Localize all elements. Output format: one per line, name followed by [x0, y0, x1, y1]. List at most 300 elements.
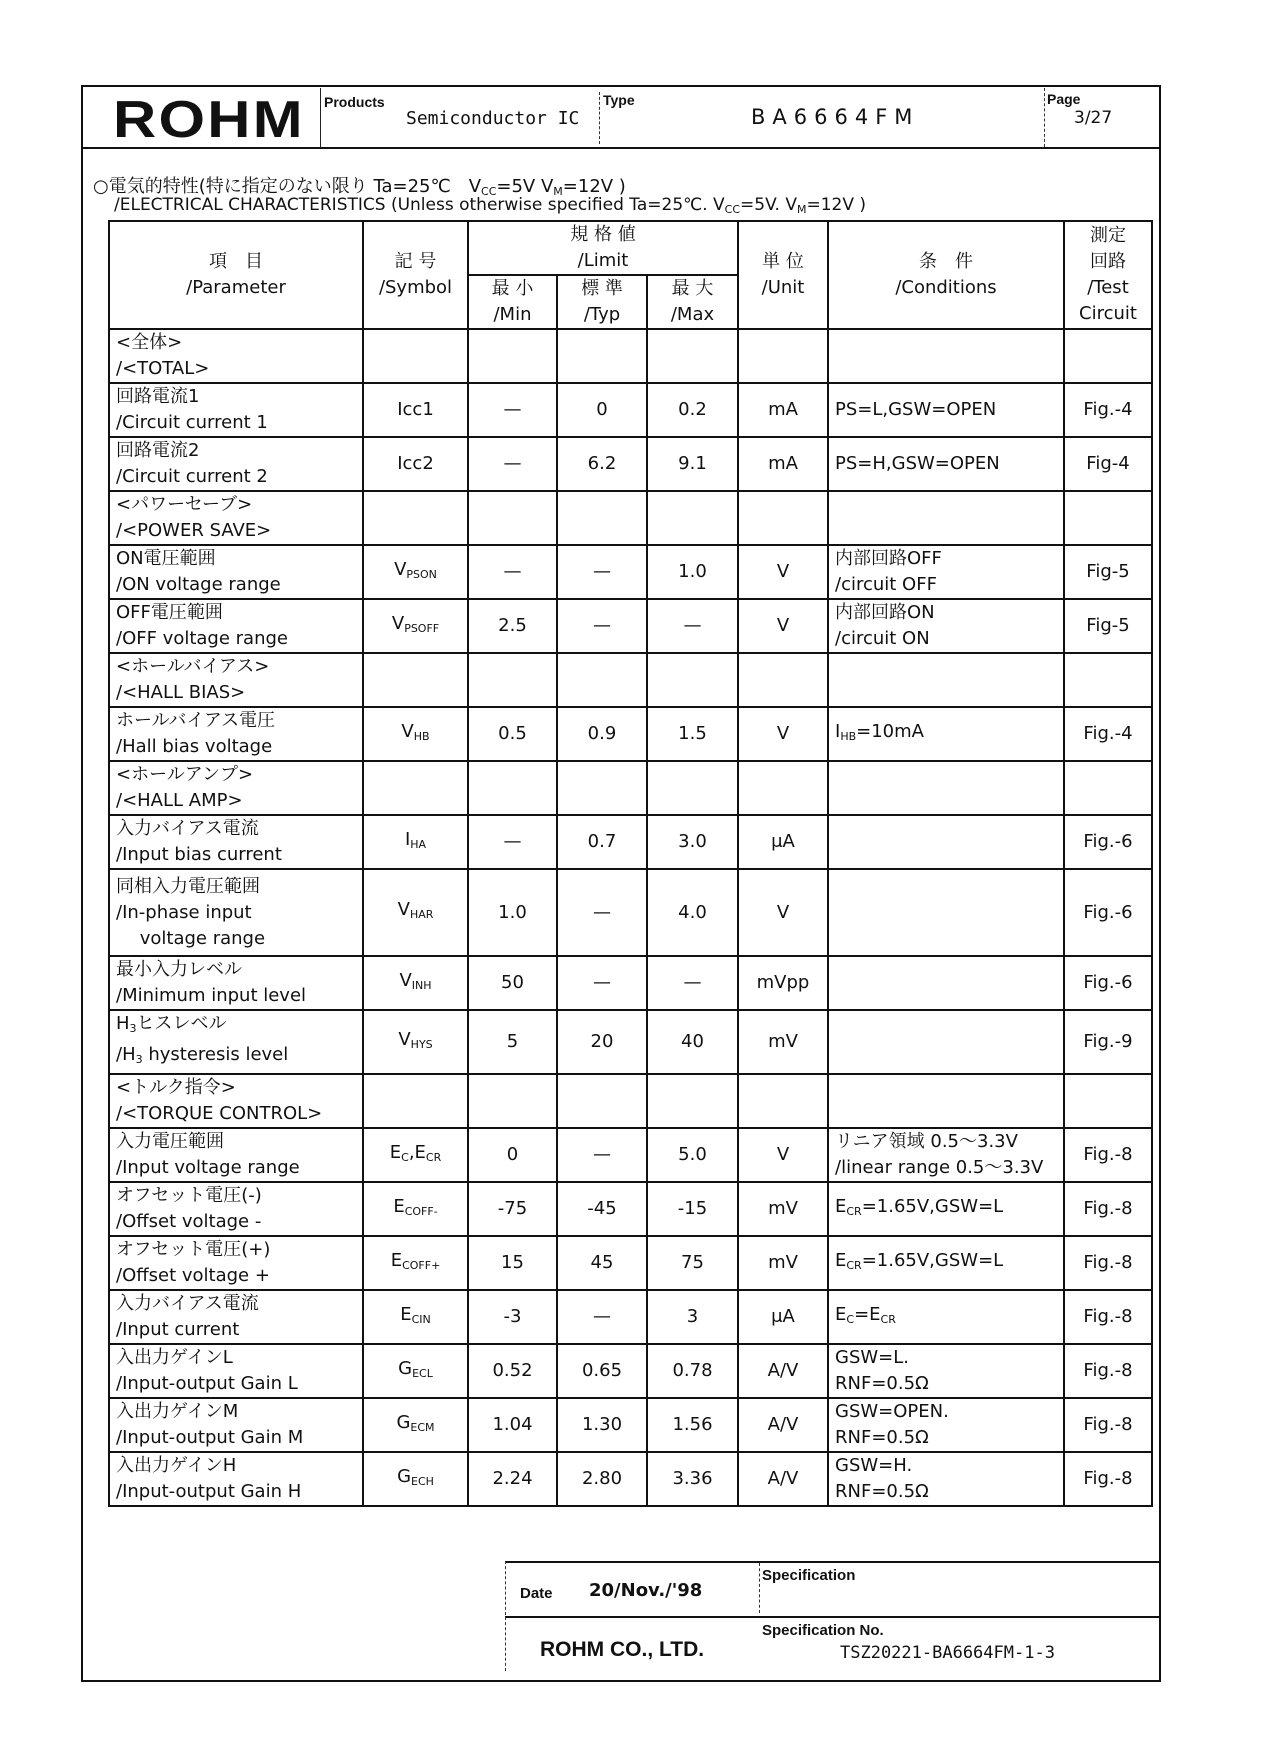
min-cell — [468, 653, 557, 707]
parameter-cell — [109, 437, 363, 491]
text-line — [835, 572, 1057, 598]
text-segment: 最小入力レベル — [116, 959, 242, 980]
text-segment: GSW=L. — [835, 1347, 910, 1368]
max-cell: 75 — [647, 1236, 738, 1290]
page-number: 3/27 — [1074, 108, 1113, 128]
conditions-cell — [828, 1236, 1064, 1290]
test-circuit-cell: Fig-4 — [1064, 437, 1152, 491]
section-row — [109, 761, 1152, 815]
text-segment: <全体> — [116, 332, 183, 353]
test-circuit-cell: Fig.-8 — [1064, 1452, 1152, 1506]
min-cell — [468, 1074, 557, 1128]
text-segment: =1.65V,GSW=L — [861, 1249, 1004, 1271]
text-segment: RNF=0.5Ω — [835, 1373, 929, 1394]
text-line — [116, 1263, 356, 1289]
test-circuit-cell: Fig-5 — [1064, 545, 1152, 599]
text-line — [116, 1155, 356, 1181]
text-segment: E — [390, 1249, 403, 1271]
symbol-cell — [363, 815, 468, 869]
min-cell: 2.5 — [468, 599, 557, 653]
rohm-logo: ROHM — [113, 91, 305, 149]
text-line — [835, 600, 1057, 626]
text-line — [116, 708, 356, 734]
typ-cell: — — [557, 599, 647, 653]
products-label: Products — [324, 94, 385, 110]
table-row — [109, 869, 1152, 956]
table-row — [109, 545, 1152, 599]
symbol-cell — [363, 1128, 468, 1182]
section-row — [109, 491, 1152, 545]
min-cell: — — [468, 815, 557, 869]
unit-cell: mVpp — [738, 956, 828, 1010]
text-segment: 同相入力電圧範囲 — [116, 875, 260, 897]
section-row — [109, 329, 1152, 383]
text-segment: <ホールバイアス> — [116, 656, 270, 677]
typ-cell: — — [557, 956, 647, 1010]
min-cell: 1.0 — [468, 869, 557, 956]
text-segment: HB — [413, 729, 430, 743]
min-cell: 1.04 — [468, 1398, 557, 1452]
header-conditions: 条 件 /Conditions — [828, 221, 1064, 329]
specification-label: Specification — [762, 1567, 856, 1584]
text-line — [835, 546, 1057, 572]
parameter-cell — [109, 956, 363, 1010]
text-line — [835, 1129, 1057, 1155]
table-row — [109, 1344, 1152, 1398]
electrical-characteristics-table — [108, 220, 1153, 1507]
max-cell — [647, 329, 738, 383]
text-segment: <パワーセーブ> — [116, 494, 253, 515]
min-cell: — — [468, 383, 557, 437]
min-cell: -75 — [468, 1182, 557, 1236]
text-segment: /Circuit current 1 — [116, 412, 268, 433]
text-segment: I — [404, 828, 411, 850]
text-segment: /circuit OFF — [835, 574, 937, 595]
page-label: Page — [1047, 91, 1081, 107]
text-segment: CR — [846, 1204, 862, 1218]
text-segment: ホールバイアス電圧 — [116, 710, 276, 731]
min-cell: 15 — [468, 1236, 557, 1290]
parameter-cell — [109, 1074, 363, 1128]
header-typ: 標 準 /Typ — [557, 275, 647, 329]
conditions-cell — [828, 1074, 1064, 1128]
test-circuit-cell — [1064, 653, 1152, 707]
unit-cell: A/V — [738, 1344, 828, 1398]
unit-cell: V — [738, 1128, 828, 1182]
typ-cell: 2.80 — [557, 1452, 647, 1506]
text-segment: 3 — [135, 1053, 143, 1066]
text-segment: ,E — [408, 1141, 426, 1163]
text-segment: 入力バイアス電流 — [116, 1293, 259, 1314]
text-segment: 入出力ゲインH — [116, 1455, 237, 1476]
typ-cell: 0.9 — [557, 707, 647, 761]
text-segment: INH — [411, 978, 432, 992]
company-name: ROHM CO., LTD. — [540, 1638, 705, 1661]
typ-cell: — — [557, 1128, 647, 1182]
text-segment: H — [116, 1013, 130, 1034]
max-cell — [647, 491, 738, 545]
text-segment: PS=H,GSW=OPEN — [835, 453, 1000, 474]
typ-cell: 0 — [557, 383, 647, 437]
table-row — [109, 956, 1152, 1010]
max-cell — [647, 1074, 738, 1128]
test-circuit-cell: Fig.-8 — [1064, 1344, 1152, 1398]
symbol-cell — [363, 1182, 468, 1236]
text-segment: ECL — [412, 1366, 433, 1380]
text-line — [835, 1248, 1057, 1279]
unit-cell: mV — [738, 1236, 828, 1290]
text-line — [835, 626, 1057, 652]
conditions-cell — [828, 1398, 1064, 1452]
min-cell: — — [468, 545, 557, 599]
max-cell: 3.0 — [647, 815, 738, 869]
text-line — [116, 983, 356, 1009]
text-line — [116, 1129, 356, 1155]
table-header-row — [109, 221, 1152, 275]
conditions-cell — [828, 869, 1064, 956]
typ-cell: 20 — [557, 1010, 647, 1074]
section-row — [109, 1074, 1152, 1128]
text-line — [116, 1425, 356, 1451]
text-line — [116, 518, 356, 544]
date-value: 20/Nov./'98 — [589, 1580, 703, 1601]
symbol-cell — [363, 329, 468, 383]
typ-cell: — — [557, 545, 647, 599]
max-cell: 40 — [647, 1010, 738, 1074]
symbol-cell — [363, 1236, 468, 1290]
text-line — [116, 654, 356, 680]
text-segment: ON電圧範囲 — [116, 548, 216, 569]
parameter-cell — [109, 869, 363, 956]
unit-cell — [738, 329, 828, 383]
symbol-cell — [363, 1010, 468, 1074]
table-row — [109, 815, 1152, 869]
symbol-cell — [363, 653, 468, 707]
text-segment: 内部回路OFF — [835, 548, 942, 569]
text-line — [835, 451, 1057, 477]
typ-cell — [557, 491, 647, 545]
typ-cell — [557, 761, 647, 815]
footer-mid-line — [505, 1616, 1161, 1618]
unit-cell: μA — [738, 1290, 828, 1344]
table-row — [109, 1452, 1152, 1506]
test-circuit-cell: Fig.-8 — [1064, 1182, 1152, 1236]
text-line — [116, 626, 356, 652]
parameter-cell — [109, 383, 363, 437]
conditions-cell — [828, 1128, 1064, 1182]
date-label: Date — [520, 1585, 553, 1602]
table-row — [109, 383, 1152, 437]
text-segment: PSOFF — [404, 621, 440, 635]
test-circuit-cell — [1064, 491, 1152, 545]
footer-left-divider — [505, 1561, 506, 1671]
text-line — [116, 1101, 356, 1127]
text-line — [116, 926, 356, 952]
section-title-en — [114, 195, 866, 216]
text-segment: /Input-output Gain H — [116, 1481, 302, 1502]
text-segment: /<POWER SAVE> — [116, 520, 272, 541]
conditions-cell — [828, 545, 1064, 599]
typ-cell — [557, 653, 647, 707]
products-value: Semiconductor IC — [406, 108, 580, 129]
text-segment: 入力電圧範囲 — [116, 1131, 224, 1152]
conditions-cell — [828, 1452, 1064, 1506]
text-segment: C — [846, 1312, 855, 1326]
test-circuit-cell: Fig.-8 — [1064, 1290, 1152, 1344]
text-segment: /ON voltage range — [116, 574, 281, 595]
text-segment: PSON — [406, 567, 437, 581]
text-segment: RNF=0.5Ω — [835, 1481, 929, 1502]
text-segment: HAR — [409, 908, 434, 921]
symbol-cell — [363, 761, 468, 815]
typ-cell: 1.30 — [557, 1398, 647, 1452]
text-line — [116, 816, 356, 842]
parameter-cell — [109, 1236, 363, 1290]
parameter-cell — [109, 1452, 363, 1506]
test-circuit-cell — [1064, 761, 1152, 815]
text-line — [116, 464, 356, 490]
min-cell: 0 — [468, 1128, 557, 1182]
conditions-cell — [828, 956, 1064, 1010]
text-segment: /Circuit current 2 — [116, 466, 268, 487]
text-segment: 3 — [129, 1022, 137, 1035]
text-segment: E — [835, 1195, 847, 1217]
parameter-cell — [109, 815, 363, 869]
text-segment: /<TORQUE CONTROL> — [116, 1103, 323, 1124]
test-circuit-cell: Fig.-6 — [1064, 869, 1152, 956]
max-cell: 4.0 — [647, 869, 738, 956]
text-segment: COFF- — [404, 1204, 438, 1218]
symbol-cell — [363, 437, 468, 491]
parameter-cell — [109, 1128, 363, 1182]
text-segment: V — [398, 1028, 411, 1050]
text-segment: G — [396, 1411, 411, 1433]
text-line — [835, 1302, 1057, 1333]
table-row — [109, 707, 1152, 761]
conditions-cell — [828, 329, 1064, 383]
text-line — [116, 1291, 356, 1317]
unit-cell: A/V — [738, 1452, 828, 1506]
symbol-cell — [363, 599, 468, 653]
min-cell: 0.52 — [468, 1344, 557, 1398]
unit-cell: mA — [738, 383, 828, 437]
test-circuit-cell: Fig.-8 — [1064, 1398, 1152, 1452]
header-divider-products — [320, 88, 321, 147]
unit-cell: V — [738, 707, 828, 761]
text-segment: /Input voltage range — [116, 1157, 300, 1178]
text-segment: Icc1 — [397, 399, 434, 420]
text-line — [116, 680, 356, 706]
conditions-cell — [828, 599, 1064, 653]
text-line — [835, 719, 1057, 750]
test-circuit-cell: Fig.-8 — [1064, 1128, 1152, 1182]
parameter-cell — [109, 1010, 363, 1074]
table-row — [109, 1236, 1152, 1290]
text-segment: CC — [481, 185, 497, 198]
text-segment: /<HALL BIAS> — [116, 682, 246, 703]
conditions-cell — [828, 1344, 1064, 1398]
text-segment: G — [398, 1357, 413, 1379]
text-segment: V — [397, 899, 410, 920]
text-segment: CIN — [411, 1312, 431, 1326]
text-line — [116, 874, 356, 900]
header-max: 最 大 /Max — [647, 275, 738, 329]
text-line — [835, 1155, 1057, 1181]
text-segment: /Input-output Gain M — [116, 1427, 304, 1448]
test-circuit-cell — [1064, 1074, 1152, 1128]
section-row — [109, 653, 1152, 707]
conditions-cell — [828, 707, 1064, 761]
unit-cell — [738, 491, 828, 545]
parameter-cell — [109, 1290, 363, 1344]
symbol-cell — [363, 1452, 468, 1506]
text-segment: リニア領域 0.5～3.3V — [835, 1131, 1018, 1152]
text-segment: /Input-output Gain L — [116, 1373, 298, 1394]
text-line — [835, 1371, 1057, 1397]
text-segment: /H — [116, 1044, 136, 1065]
text-line — [116, 1237, 356, 1263]
symbol-cell — [363, 545, 468, 599]
text-segment: HB — [840, 729, 857, 743]
footer-spec-divider — [759, 1563, 760, 1613]
type-value: BA6664FM — [751, 105, 920, 129]
text-segment: GSW=OPEN. — [835, 1401, 949, 1422]
conditions-cell — [828, 1182, 1064, 1236]
unit-cell: V — [738, 599, 828, 653]
conditions-cell — [828, 383, 1064, 437]
text-segment: E — [389, 1141, 402, 1163]
text-segment: /Offset voltage + — [116, 1265, 270, 1286]
text-segment: CC — [724, 203, 741, 216]
symbol-cell — [363, 707, 468, 761]
text-line — [116, 330, 356, 356]
max-cell: 1.56 — [647, 1398, 738, 1452]
typ-cell: — — [557, 1290, 647, 1344]
test-circuit-cell: Fig.-8 — [1064, 1236, 1152, 1290]
max-cell: 3.36 — [647, 1452, 738, 1506]
text-line — [835, 397, 1057, 423]
conditions-cell — [828, 815, 1064, 869]
min-cell: 0.5 — [468, 707, 557, 761]
text-segment: Icc2 — [397, 453, 434, 474]
parameter-cell — [109, 653, 363, 707]
text-segment: COFF+ — [402, 1258, 441, 1272]
text-line — [835, 1479, 1057, 1505]
text-segment: 入出力ゲインM — [116, 1401, 239, 1422]
conditions-cell — [828, 653, 1064, 707]
specification-no-value: TSZ20221-BA6664FM-1-3 — [840, 1643, 1055, 1663]
parameter-cell — [109, 491, 363, 545]
parameter-cell — [109, 707, 363, 761]
text-line — [116, 1209, 356, 1235]
text-segment: ○電気的特性(特に指定のない限り Ta=25℃ V — [93, 176, 482, 197]
max-cell: 9.1 — [647, 437, 738, 491]
header-parameter: 項 目 /Parameter — [109, 221, 363, 329]
max-cell: 1.0 — [647, 545, 738, 599]
text-line — [116, 1399, 356, 1425]
text-line — [835, 1194, 1057, 1225]
conditions-cell — [828, 437, 1064, 491]
table-row — [109, 1010, 1152, 1074]
text-segment: =5V V — [496, 176, 554, 197]
parameter-cell — [109, 1398, 363, 1452]
unit-cell: mV — [738, 1182, 828, 1236]
text-segment: OFF電圧範囲 — [116, 602, 223, 623]
text-line — [116, 546, 356, 572]
text-segment: E — [835, 1303, 847, 1325]
text-segment: V — [399, 969, 412, 991]
symbol-cell — [363, 1344, 468, 1398]
symbol-cell — [363, 1398, 468, 1452]
text-segment: CR — [425, 1150, 442, 1164]
test-circuit-cell: Fig.-6 — [1064, 815, 1152, 869]
text-line — [835, 1453, 1057, 1479]
text-segment: I — [835, 720, 841, 742]
text-segment: =12V ) — [806, 195, 867, 215]
text-segment: /ELECTRICAL CHARACTERISTICS (Unless otherwise specified Ta=25℃. V — [114, 195, 725, 215]
table-row — [109, 1290, 1152, 1344]
typ-cell — [557, 1074, 647, 1128]
text-segment: hysteresis level — [142, 1044, 289, 1065]
text-segment: オフセット電圧(-) — [116, 1185, 262, 1206]
min-cell — [468, 329, 557, 383]
text-segment: HA — [410, 837, 427, 851]
text-segment: G — [397, 1465, 412, 1487]
test-circuit-cell: Fig.-4 — [1064, 383, 1152, 437]
text-segment: <ホールアンプ> — [116, 764, 254, 785]
text-segment: /Hall bias voltage — [116, 736, 273, 757]
test-circuit-cell: Fig.-9 — [1064, 1010, 1152, 1074]
text-segment: /Input bias current — [116, 844, 282, 865]
min-cell — [468, 761, 557, 815]
max-cell: — — [647, 599, 738, 653]
text-segment: V — [401, 720, 414, 742]
text-segment: /circuit ON — [835, 628, 930, 649]
typ-cell: 6.2 — [557, 437, 647, 491]
unit-cell: V — [738, 545, 828, 599]
conditions-cell — [828, 761, 1064, 815]
text-segment: E — [400, 1303, 412, 1325]
text-line — [116, 1345, 356, 1371]
max-cell — [647, 653, 738, 707]
test-circuit-cell: Fig.-6 — [1064, 956, 1152, 1010]
max-cell: — — [647, 956, 738, 1010]
conditions-cell — [828, 1010, 1064, 1074]
text-segment: GSW=H. — [835, 1455, 913, 1476]
text-segment: /linear range 0.5～3.3V — [835, 1157, 1044, 1178]
text-line — [116, 1011, 356, 1042]
max-cell: 5.0 — [647, 1128, 738, 1182]
text-line — [116, 438, 356, 464]
text-line — [116, 957, 356, 983]
unit-cell: μA — [738, 815, 828, 869]
table-row — [109, 1128, 1152, 1182]
footer-top-line — [505, 1561, 1161, 1563]
min-cell: 50 — [468, 956, 557, 1010]
table-row — [109, 599, 1152, 653]
symbol-cell — [363, 383, 468, 437]
text-segment: =10mA — [856, 720, 924, 742]
text-segment: /Input current — [116, 1319, 240, 1340]
text-line — [116, 1075, 356, 1101]
text-line — [116, 492, 356, 518]
text-segment: /Offset voltage - — [116, 1211, 262, 1232]
text-segment: E — [835, 1249, 847, 1271]
text-line — [116, 356, 356, 382]
test-circuit-cell: Fig-5 — [1064, 599, 1152, 653]
text-line — [116, 410, 356, 436]
text-segment: CR — [880, 1312, 896, 1326]
